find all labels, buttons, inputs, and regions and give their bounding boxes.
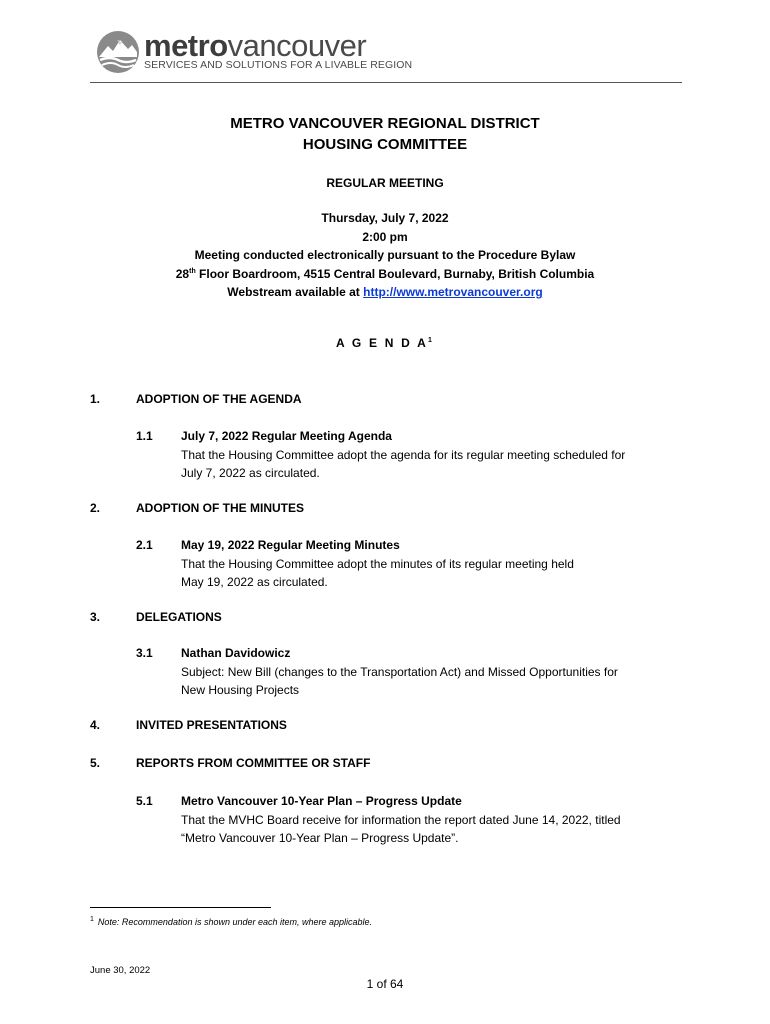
subitem-body [181,644,691,700]
item-number: 2. [90,501,101,515]
item-number: 5. [90,756,101,770]
footnote [90,917,372,927]
item-title: DELEGATIONS [136,610,222,624]
item-title: INVITED PRESENTATIONS [136,718,287,732]
meeting-conducted-note: Meeting conducted electronically pursuant to the Procedure Bylaw [194,248,576,262]
subitem-text: July 7, 2022 as circulated. [181,466,320,480]
meeting-details [0,209,770,302]
item-number: 3. [90,610,101,624]
webstream-line: Webstream available at http://www.metrovancouver.org [227,285,543,299]
subitem-text: Subject: New Bill (changes to the Transportation Act) and Missed Opportunities for [181,664,618,679]
item-number: 4. [90,718,101,732]
subitem-number: 5.1 [136,794,153,808]
document-title [0,113,770,155]
subitem-number: 1.1 [136,429,153,443]
meeting-type: REGULAR MEETING [326,176,444,190]
subitem-number: 2.1 [136,538,153,552]
subitem-heading: May 19, 2022 Regular Meeting Minutes [181,538,400,552]
subitem-text: That the Housing Committee adopt the agenda for its regular meeting scheduled for [181,447,626,462]
footer-date: June 30, 2022 [90,965,151,976]
subitem-heading: Metro Vancouver 10-Year Plan – Progress Update [181,794,462,808]
subitem-text: May 19, 2022 as circulated. [181,575,328,589]
footnote-text: Note: Recommendation is shown under each item, where applicable. [97,917,373,927]
item-title: ADOPTION OF THE MINUTES [136,501,304,515]
meeting-location: 28th Floor Boardroom, 4515 Central Boulevard, Burnaby, British Columbia [175,266,595,281]
header-divider [90,82,682,83]
page-number: 1 of 64 [366,977,404,991]
subitem-heading: July 7, 2022 Regular Meeting Agenda [181,429,392,443]
footnote-mark: 1 [90,916,94,923]
subitem-text: “Metro Vancouver 10-Year Plan – Progress Update”. [181,831,459,845]
subitem-body [181,427,691,483]
meeting-time: 2:00 pm [362,229,408,244]
title-line-2: HOUSING COMMITTEE [302,136,468,153]
item-title: ADOPTION OF THE AGENDA [136,392,302,406]
subitem-text: That the MVHC Board receive for information the report dated June 14, 2022, titled [181,812,621,827]
subitem-heading: Nathan Davidowicz [181,646,291,660]
subitem-number: 3.1 [136,646,153,660]
subitem-text: That the Housing Committee adopt the minutes of its regular meeting held [181,556,574,571]
title-line-1: METRO VANCOUVER REGIONAL DISTRICT [230,115,540,132]
agenda-heading: A G E N D $A^1$ [335,336,435,350]
logo-tagline: SERVICES AND SOLUTIONS FOR A LIVABLE REGION [144,59,413,71]
mountain-logo-icon [96,30,140,74]
subitem-text: New Housing Projects [181,683,300,697]
webstream-link[interactable]: http://www.metrovancouver.org [363,285,543,299]
agenda-footnote-ref: 1 [427,337,435,344]
subitem-body [181,792,691,848]
meeting-date: Thursday, July 7, 2022 [321,211,449,225]
item-title: REPORTS FROM COMMITTEE OR STAFF [136,756,371,770]
subitem-body [181,536,691,592]
item-number: 1. [90,392,101,406]
metro-vancouver-logo [96,28,413,74]
logo-wordmark: metrovancouver [144,28,367,63]
footnote-divider [90,907,271,908]
